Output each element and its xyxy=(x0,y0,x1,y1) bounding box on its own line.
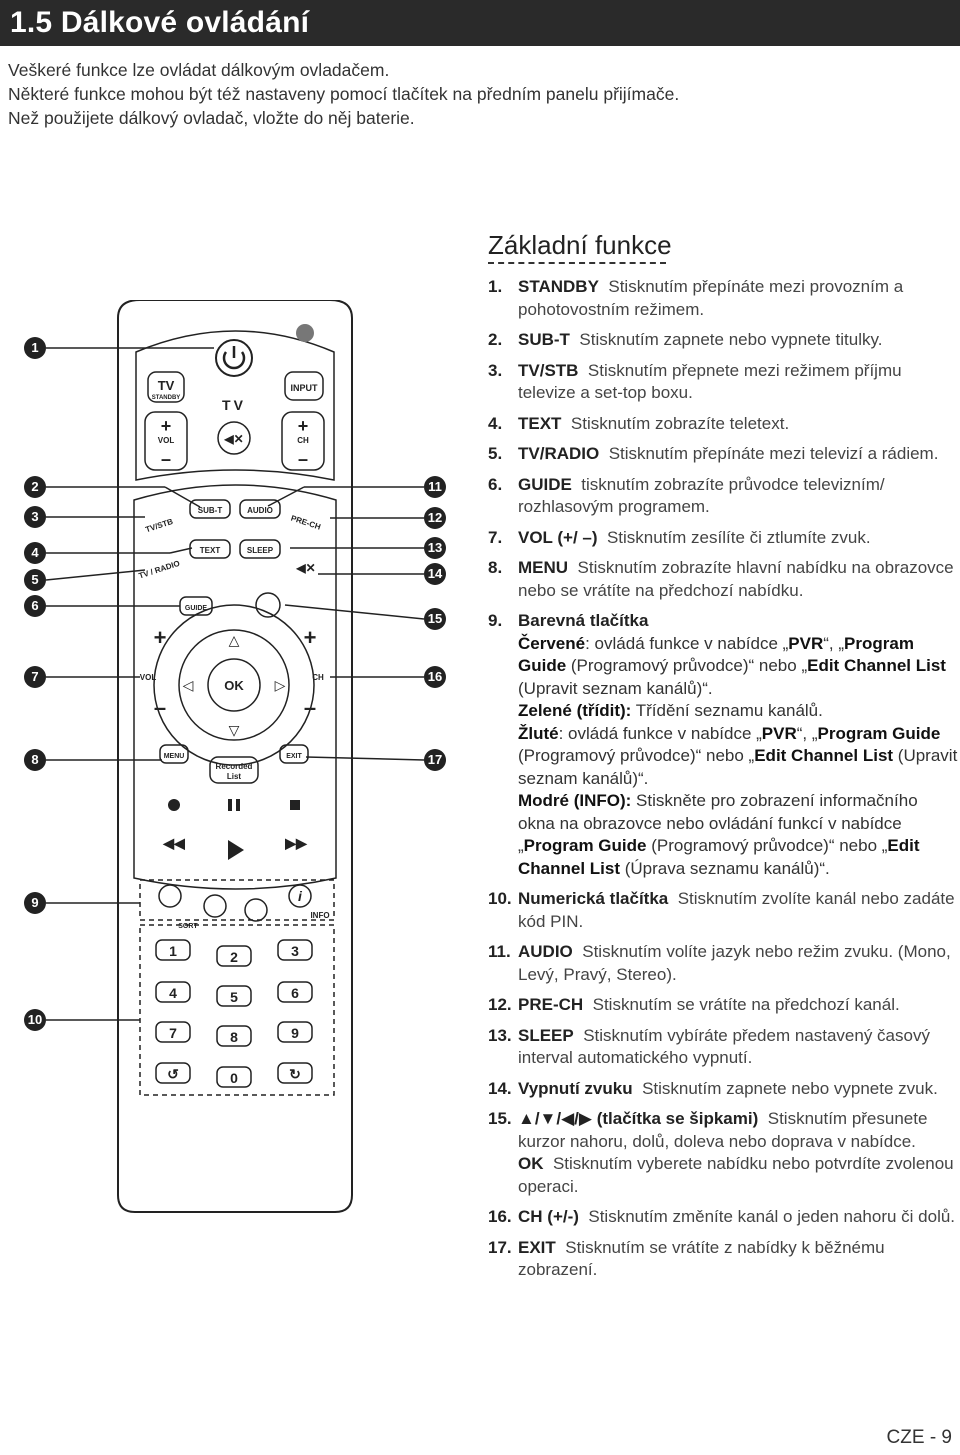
svg-text:◀✕: ◀✕ xyxy=(296,561,316,575)
item-number: 7. xyxy=(488,527,503,547)
svg-text:↺: ↺ xyxy=(167,1066,179,1082)
svg-text:–: – xyxy=(160,449,172,469)
list-item xyxy=(488,994,958,1017)
vol-top-label: VOL xyxy=(157,436,175,445)
svg-text:◀✕: ◀✕ xyxy=(224,432,244,446)
item-desc: Stisknutím přepnete mezi režimem příjmu televize a set-top boxu. xyxy=(518,360,902,402)
intro-line: Veškeré funkce lze ovládat dálkovým ovladačem. xyxy=(8,60,390,80)
item-desc: Stisknutím vybíráte předem nastavený časový interval automatického vypnutí. xyxy=(518,1025,930,1067)
tv-button-label: TV xyxy=(157,378,175,393)
yellow-key-desc xyxy=(518,723,958,791)
digit-1: 1 xyxy=(169,943,177,959)
callout-4: 4 xyxy=(24,542,46,564)
numeric-keys xyxy=(156,940,312,1087)
blue-key-desc xyxy=(518,790,958,880)
list-item xyxy=(488,527,958,550)
yellow-label: Žluté xyxy=(518,723,559,743)
list-item xyxy=(488,443,958,466)
text: “, „ xyxy=(796,723,818,743)
intro-line: Než použijete dálkový ovladač, vložte do něj baterie. xyxy=(8,108,415,128)
item-desc: Stisknutím změníte kanál o jeden nahoru či dolů. xyxy=(588,1207,956,1226)
ok-button-label: OK xyxy=(224,678,244,693)
list-item xyxy=(488,276,958,321)
svg-text:+: + xyxy=(297,416,309,436)
item-number: 12. xyxy=(488,995,512,1014)
intro-line: Některé funkce mohou být též nastaveny pomocí tlačítek na předním panelu přijímače. xyxy=(8,84,680,104)
svg-text:+: + xyxy=(303,625,317,650)
item-number: 1. xyxy=(488,277,503,296)
item-desc: Stisknutím zobrazíte teletext. xyxy=(570,413,790,433)
item-desc: Stisknutím zesílíte či ztlumíte zvuk. xyxy=(606,527,871,547)
svg-text:▽: ▽ xyxy=(228,722,240,738)
item-number: 14. xyxy=(488,1078,512,1098)
recorded-label: Recorded xyxy=(215,762,253,771)
callout-8: 8 xyxy=(24,749,46,771)
item-key: Barevná tlačítka xyxy=(518,611,649,630)
item-number: 4. xyxy=(488,413,503,433)
item-key: GUIDE xyxy=(518,474,572,494)
item-number: 8. xyxy=(488,558,503,577)
item-key: SLEEP xyxy=(518,1025,574,1045)
item-number: 10. xyxy=(488,889,512,908)
digit-3: 3 xyxy=(291,943,299,959)
digit-5: 5 xyxy=(230,989,238,1005)
svg-text:i: i xyxy=(298,888,302,904)
input-button-label: INPUT xyxy=(290,383,318,393)
text: (Programový průvodce)“ nebo „ xyxy=(566,656,808,675)
text: : ovládá funkce v nabídce „ xyxy=(585,633,789,653)
item-key: Vypnutí zvuku xyxy=(518,1078,633,1098)
svg-text:△: △ xyxy=(228,632,240,648)
text: : ovládá funkce v nabídce „ xyxy=(558,723,762,743)
svg-text:–: – xyxy=(297,449,309,469)
svg-text:–: – xyxy=(153,695,167,720)
item-number: 5. xyxy=(488,444,503,463)
list-item xyxy=(488,413,958,436)
callout-5: 5 xyxy=(24,569,46,591)
item-number: 6. xyxy=(488,474,503,494)
standby-small-label: STANDBY xyxy=(151,395,181,401)
callout-10: 10 xyxy=(24,1009,46,1031)
item-key: STANDBY xyxy=(518,277,599,296)
menu-button-label: MENU xyxy=(163,753,185,760)
red-key-desc xyxy=(518,633,958,701)
text: (Upravit seznam kanálů)“. xyxy=(518,746,958,788)
item-key: ▲/▼/◀/▶ (tlačítka se šipkami) xyxy=(518,1109,759,1128)
exit-button-label: EXIT xyxy=(286,753,302,760)
list-item xyxy=(488,360,958,405)
text: PVR xyxy=(788,633,824,653)
callout-1: 1 xyxy=(24,337,46,359)
digit-2: 2 xyxy=(230,949,238,965)
item-key: CH (+/-) xyxy=(518,1207,579,1226)
svg-text:+: + xyxy=(153,625,167,650)
digit-4: 4 xyxy=(169,985,177,1001)
text-button-label: TEXT xyxy=(199,546,221,555)
item-number: 13. xyxy=(488,1025,512,1045)
item-number: 2. xyxy=(488,330,503,349)
callout-9: 9 xyxy=(24,892,46,914)
title-bar xyxy=(0,0,960,46)
callout-17: 17 xyxy=(424,749,446,771)
prech-button-label: PRE-CH xyxy=(289,513,322,532)
callout-6: 6 xyxy=(24,595,46,617)
item-desc: Stisknutím přepínáte mezi televizí a rádiem. xyxy=(608,444,939,463)
item-key: PRE-CH xyxy=(518,995,584,1014)
digit-9: 9 xyxy=(291,1025,299,1041)
led-indicator xyxy=(296,324,314,342)
blue-label: Modré (INFO): xyxy=(518,791,632,810)
item-desc: Stisknutím zobrazíte hlavní nabídku na obrazovce nebo se vrátíte na předchozí nabídku. xyxy=(518,558,954,600)
guide-button-label: GUIDE xyxy=(184,605,208,612)
ch-top-label: CH xyxy=(297,436,309,445)
intro-text xyxy=(8,58,679,130)
sort-label: SORT xyxy=(178,923,198,930)
tv-center-label: TV xyxy=(222,397,246,413)
text: Edit Channel List xyxy=(518,836,920,878)
item-key: TEXT xyxy=(518,413,562,433)
item-key: SUB-T xyxy=(518,330,570,349)
callout-3: 3 xyxy=(24,506,46,528)
item-key: MENU xyxy=(518,558,569,577)
audio-button-label: AUDIO xyxy=(247,506,273,515)
tvradio-button-label: TV / RADIO xyxy=(137,558,181,581)
svg-text:▷: ▷ xyxy=(274,677,286,693)
list-item xyxy=(488,329,958,352)
item-desc: Stisknutím zapnete nebo vypnete titulky. xyxy=(579,330,883,349)
item-desc: Stisknutím volíte jazyk nebo režim zvuku. (Mono, Levý, Pravý, Stereo). xyxy=(518,942,951,984)
item-key: EXIT xyxy=(518,1237,556,1257)
digit-6: 6 xyxy=(291,985,299,1001)
text: Edit Channel List xyxy=(807,656,946,675)
item-desc: Stisknutím zvolíte kanál nebo zadáte kód PIN. xyxy=(518,889,955,931)
list-label: List xyxy=(226,772,242,781)
svg-text:▶▶: ▶▶ xyxy=(285,835,307,851)
svg-text:+: + xyxy=(160,416,172,436)
svg-text:–: – xyxy=(303,695,317,720)
text: Program Guide xyxy=(817,723,941,743)
item-key: Numerická tlačítka xyxy=(518,889,669,908)
red-label: Červené xyxy=(518,633,586,653)
list-item xyxy=(488,1206,958,1229)
item-number: 3. xyxy=(488,360,503,380)
callout-13: 13 xyxy=(424,537,446,559)
item-number: 16. xyxy=(488,1207,512,1226)
callout-11: 11 xyxy=(424,476,446,498)
vol-side-label: VOL xyxy=(139,673,157,682)
remote-control-illustration xyxy=(0,300,470,1250)
callout-14: 14 xyxy=(424,563,446,585)
list-item xyxy=(488,941,958,986)
green-label: Zelené (třídit): xyxy=(518,701,632,720)
list-item xyxy=(488,474,958,519)
item-key: TV/RADIO xyxy=(518,444,600,463)
text: Program Guide xyxy=(523,836,647,855)
subt-button-label: SUB-T xyxy=(197,506,223,515)
text: Stiskněte pro zobrazení informačního okna na obrazovce nebo ovládání funkcí v nabídce „ xyxy=(518,791,918,855)
item-key: AUDIO xyxy=(518,942,573,961)
text: (Úprava seznamu kanálů)“. xyxy=(620,858,830,878)
page-title: 1.5 Dálkové ovládání xyxy=(10,6,310,39)
text: (Upravit seznam kanálů)“. xyxy=(518,678,713,698)
item-desc: Stisknutím přesunete kurzor nahoru, dolů, doleva nebo doprava v nabídce. xyxy=(518,1109,928,1151)
text: Program Guide xyxy=(518,633,914,675)
list-item xyxy=(488,1025,958,1070)
item-number: 11. xyxy=(488,942,511,961)
callout-12: 12 xyxy=(424,507,446,529)
digit-7: 7 xyxy=(169,1025,177,1041)
item-number: 15. xyxy=(488,1109,512,1128)
callout-2: 2 xyxy=(24,476,46,498)
page-number: CZE - 9 xyxy=(886,1427,952,1448)
item-desc: tisknutím zobrazíte průvodce televizním/ rozhlasovým programem. xyxy=(518,474,885,516)
callout-15: 15 xyxy=(424,608,446,630)
item-desc: Stisknutím se vrátíte na předchozí kanál. xyxy=(592,995,900,1014)
callout-16: 16 xyxy=(424,666,446,688)
item-desc: Stisknutím přepínáte mezi provozním a pohotovostním režimem. xyxy=(518,277,904,319)
svg-text:◀◀: ◀◀ xyxy=(163,835,185,851)
text: PVR xyxy=(761,723,797,743)
item-desc: Stisknutím vyberete nabídku nebo potvrdíte zvolenou operaci. xyxy=(518,1154,954,1196)
list-item xyxy=(488,1078,958,1101)
list-item-arrows xyxy=(488,1108,958,1198)
digit-8: 8 xyxy=(230,1029,238,1045)
list-item xyxy=(488,557,958,602)
item-key: OK xyxy=(518,1154,544,1173)
green-key-desc xyxy=(518,700,958,723)
svg-text:↻: ↻ xyxy=(289,1066,301,1082)
svg-text:◁: ◁ xyxy=(182,677,194,693)
list-item-color-keys xyxy=(488,610,958,880)
item-key: TV/STB xyxy=(518,360,579,380)
callout-7: 7 xyxy=(24,666,46,688)
info-label: INFO xyxy=(310,911,330,920)
text: Třídění seznamu kanálů. xyxy=(631,701,823,720)
item-desc: Stisknutím se vrátíte z nabídky k běžnému zobrazení. xyxy=(518,1237,885,1279)
list-item xyxy=(488,1237,958,1282)
item-number: 9. xyxy=(488,611,503,630)
item-number: 17. xyxy=(488,1237,512,1257)
sleep-button-label: SLEEP xyxy=(246,546,274,555)
text: (Programový průvodce)“ nebo „ xyxy=(518,746,755,765)
item-key: VOL (+/ –) xyxy=(518,527,598,547)
text: (Programový průvodce)“ nebo „ xyxy=(646,836,888,855)
item-desc: Stisknutím zapnete nebo vypnete zvuk. xyxy=(642,1078,938,1098)
function-list xyxy=(488,276,958,1290)
tvstb-button-label: TV/STB xyxy=(144,516,175,535)
section-title: Základní funkce xyxy=(488,230,672,264)
text: Edit Channel List xyxy=(754,746,894,765)
text: “, „ xyxy=(823,633,845,653)
list-item xyxy=(488,888,958,933)
digit-0: 0 xyxy=(230,1070,238,1086)
ch-side-label: CH xyxy=(312,673,324,682)
